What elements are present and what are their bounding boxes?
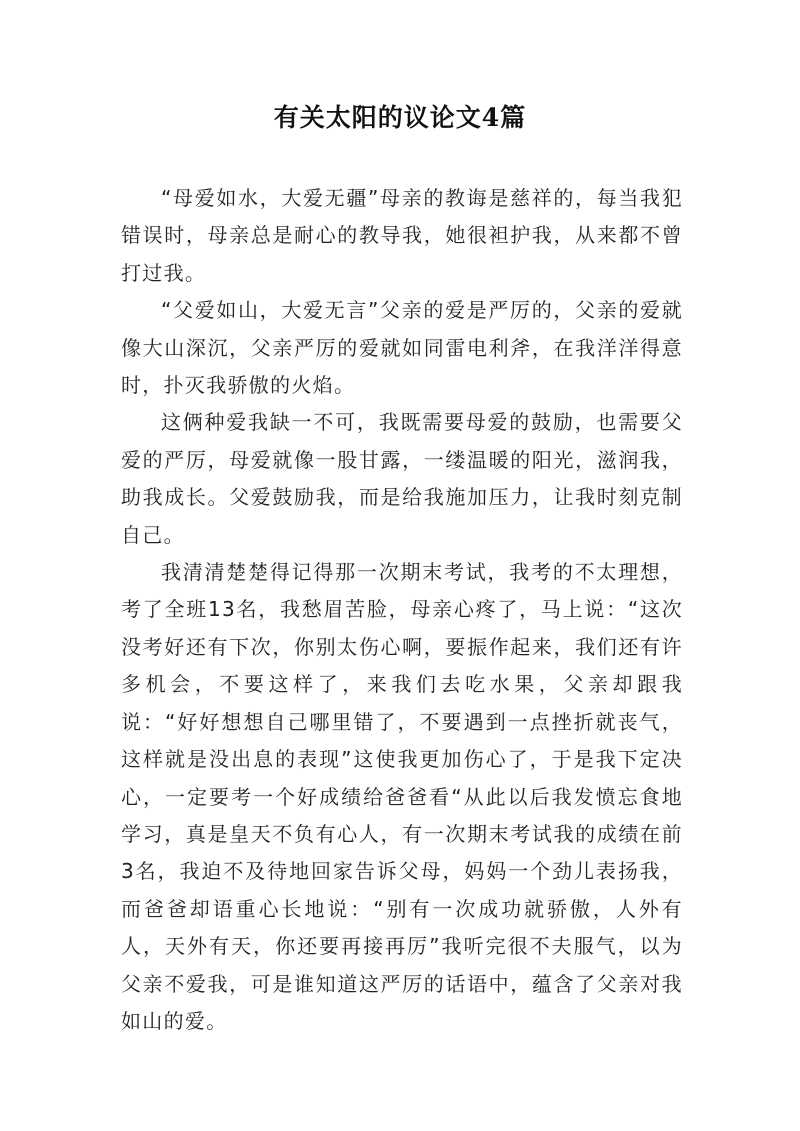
paragraph-father-love: “父爱如山，大爱无言”父亲的爱是严厉的，父亲的爱就像大山深沉，父亲严厉的爱就如同雷电利斧，在我洋洋得意时，扑灭我骄傲的火焰。 [121,298,683,398]
paragraph-both-loves: 这俩种爱我缺一不可，我既需要母爱的鼓励，也需要父爱的严厉，母爱就像一股甘露，一缕温暖的阳光，滋润我，助我成长。父爱鼓励我，而是给我施加压力，让我时刻克制自己。 [121,410,683,547]
document-body [121,180,683,1040]
paragraph-exam-story: 我清清楚楚得记得那一次期末考试，我考的不太理想，考了全班13名，我愁眉苦脸，母亲心疼了，马上说：“这次没考好还有下次，你别太伤心啊，要振作起来，我们还有许多机会，不要这样了，来我们去吃水果，父亲却跟我说：“好好想想自己哪里错了，不要遇到一点挫折就丧气，这样就是没出息的表现”这使我更加伤心了，于是我下定决心，一定要考一个好成绩给爸爸看“从此以后我发愤忘食地学习，真是皇天不负有心人，有一次期末考试我的成绩在前3名，我迫不及待地回家告诉父母，妈妈一个劲儿表扬我，而爸爸却语重心长地说：“别有一次成功就骄傲，人外有人，天外有天，你还要再接再厉”我听完很不夫服气，以为父亲不爱我，可是谁知道这严厉的话语中，蕴含了父亲对我如山的爱。 [121,560,683,1033]
document-title: 有关太阳的议论文4篇 [273,103,527,132]
paragraph-mother-love: “母爱如水，大爱无疆”母亲的教诲是慈祥的，每当我犯错误时，母亲总是耐心的教导我，她很袒护我，从来都不曾打过我。 [121,186,683,285]
